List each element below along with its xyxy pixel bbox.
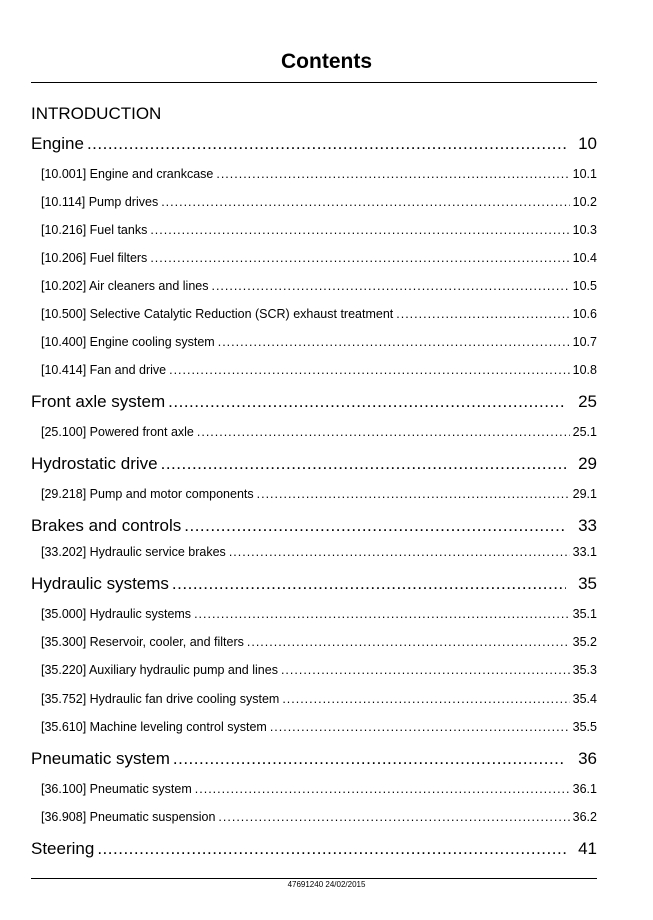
toc-page-number: 41 <box>578 839 597 858</box>
toc-entry-title: [36.908] Pneumatic suspension <box>41 810 216 824</box>
toc-page-number: 10.4 <box>572 251 597 265</box>
toc-page-number: 36 <box>578 749 597 768</box>
toc-page-number: 36.1 <box>572 782 597 796</box>
toc-entry-title: [29.218] Pump and motor components <box>41 487 254 501</box>
introduction-heading[interactable]: INTRODUCTION <box>31 104 162 123</box>
toc-dot-leader <box>270 718 570 736</box>
toc-section-entry[interactable] <box>31 452 597 476</box>
toc-subsection-entry[interactable] <box>41 543 597 561</box>
toc-page-number: 35.3 <box>572 663 597 677</box>
toc-dot-leader <box>87 132 566 156</box>
toc-dot-leader <box>211 277 569 295</box>
toc-subsection-entry[interactable] <box>41 305 597 323</box>
toc-entry-title: [10.414] Fan and drive <box>41 363 167 377</box>
toc-dot-leader <box>97 837 566 861</box>
toc-section-entry[interactable] <box>31 132 597 156</box>
footer-rule <box>31 878 597 879</box>
toc-entry-title: [10.001] Engine and crankcase <box>41 167 214 181</box>
toc-subsection-entry[interactable] <box>41 780 597 798</box>
header-rule <box>31 82 597 83</box>
toc-dot-leader <box>257 485 570 503</box>
toc-subsection-entry[interactable] <box>41 333 597 351</box>
toc-entry-title: Engine <box>31 134 84 153</box>
toc-page-number: 10.3 <box>572 223 597 237</box>
toc-page-number: 29 <box>578 454 597 473</box>
toc-section-entry[interactable] <box>31 747 597 771</box>
toc-entry-title: [36.100] Pneumatic system <box>41 782 192 796</box>
toc-subsection-entry[interactable] <box>41 277 597 295</box>
toc-entry-title: Hydraulic systems <box>31 574 169 593</box>
toc-page-number: 10.1 <box>572 167 597 181</box>
toc-subsection-entry[interactable] <box>41 718 597 736</box>
toc-subsection-entry[interactable] <box>41 249 597 267</box>
toc-dot-leader <box>150 249 569 267</box>
toc-page-number: 25.1 <box>572 425 597 439</box>
toc-dot-leader <box>161 452 566 476</box>
toc-dot-leader <box>194 605 570 623</box>
toc-entry-title: [35.000] Hydraulic systems <box>41 607 192 621</box>
toc-entry-title: [33.202] Hydraulic service brakes <box>41 545 226 559</box>
toc-page-number: 29.1 <box>572 487 597 501</box>
toc-page-number: 35 <box>578 574 597 593</box>
toc-entry-title: Brakes and controls <box>31 516 182 535</box>
toc-subsection-entry[interactable] <box>41 165 597 183</box>
toc-entry-title: [10.400] Engine cooling system <box>41 335 215 349</box>
toc-dot-leader <box>168 390 566 414</box>
toc-dot-leader <box>161 193 569 211</box>
toc-section-entry[interactable] <box>31 390 597 414</box>
toc-entry-title: Pneumatic system <box>31 749 170 768</box>
toc-dot-leader <box>281 661 570 679</box>
page-footer: 47691240 24/02/2015 <box>287 880 366 889</box>
toc-page-number: 35.4 <box>572 692 597 706</box>
toc-subsection-entry[interactable] <box>41 193 597 211</box>
toc-entry-title: [10.500] Selective Catalytic Reduction (SCR) exhaust treatment <box>41 307 394 321</box>
toc-subsection-entry[interactable] <box>41 423 597 441</box>
toc-page-number: 36.2 <box>572 810 597 824</box>
toc-dot-leader <box>169 361 570 379</box>
toc-entry-title: Hydrostatic drive <box>31 454 158 473</box>
toc-page-number: 10.2 <box>572 195 597 209</box>
toc-page-number: 10.5 <box>572 279 597 293</box>
toc-subsection-entry[interactable] <box>41 690 597 708</box>
toc-entry-title: [10.114] Pump drives <box>41 195 159 209</box>
toc-page-number: 10 <box>578 134 597 153</box>
toc-page-number: 10.8 <box>572 363 597 377</box>
toc-dot-leader <box>172 572 566 596</box>
toc-dot-leader <box>218 333 570 351</box>
toc-dot-leader <box>216 165 569 183</box>
toc-dot-leader <box>197 423 570 441</box>
toc-dot-leader <box>173 747 566 771</box>
toc-dot-leader <box>396 305 569 323</box>
toc-subsection-entry[interactable] <box>41 605 597 623</box>
toc-page-number: 25 <box>578 392 597 411</box>
toc-subsection-entry[interactable] <box>41 485 597 503</box>
page-title: Contents <box>281 50 372 73</box>
toc-entry-title: Steering <box>31 839 95 858</box>
toc-entry-title: Front axle system <box>31 392 166 411</box>
toc-subsection-entry[interactable] <box>41 661 597 679</box>
toc-page-number: 35.5 <box>572 720 597 734</box>
toc-page-number: 10.6 <box>572 307 597 321</box>
toc-dot-leader <box>282 690 569 708</box>
toc-entry-title: [10.202] Air cleaners and lines <box>41 279 209 293</box>
toc-page-number: 33.1 <box>572 545 597 559</box>
toc-entry-title: [35.220] Auxiliary hydraulic pump and lines <box>41 663 278 677</box>
toc-entry-title: [35.610] Machine leveling control system <box>41 720 267 734</box>
toc-dot-leader <box>247 633 570 651</box>
toc-entry-title: [25.100] Powered front axle <box>41 425 194 439</box>
toc-entry-title: [35.752] Hydraulic fan drive cooling system <box>41 692 280 706</box>
toc-dot-leader <box>195 780 570 798</box>
toc-entry-title: [10.216] Fuel tanks <box>41 223 148 237</box>
toc-subsection-entry[interactable] <box>41 221 597 239</box>
toc-dot-leader <box>184 514 566 538</box>
toc-section-entry[interactable] <box>31 837 597 861</box>
toc-section-entry[interactable] <box>31 572 597 596</box>
toc-entry-title: [10.206] Fuel filters <box>41 251 148 265</box>
toc-page-number: 10.7 <box>572 335 597 349</box>
toc-dot-leader <box>229 543 570 561</box>
toc-page-number: 35.1 <box>572 607 597 621</box>
toc-section-entry[interactable] <box>31 514 597 538</box>
toc-entry-title: [35.300] Reservoir, cooler, and filters <box>41 635 244 649</box>
toc-subsection-entry[interactable] <box>41 633 597 651</box>
toc-page-number: 33 <box>578 516 597 535</box>
toc-dot-leader <box>150 221 569 239</box>
toc-subsection-entry[interactable] <box>41 361 597 379</box>
toc-dot-leader <box>218 808 569 826</box>
toc-page-number: 35.2 <box>572 635 597 649</box>
toc-subsection-entry[interactable] <box>41 808 597 826</box>
